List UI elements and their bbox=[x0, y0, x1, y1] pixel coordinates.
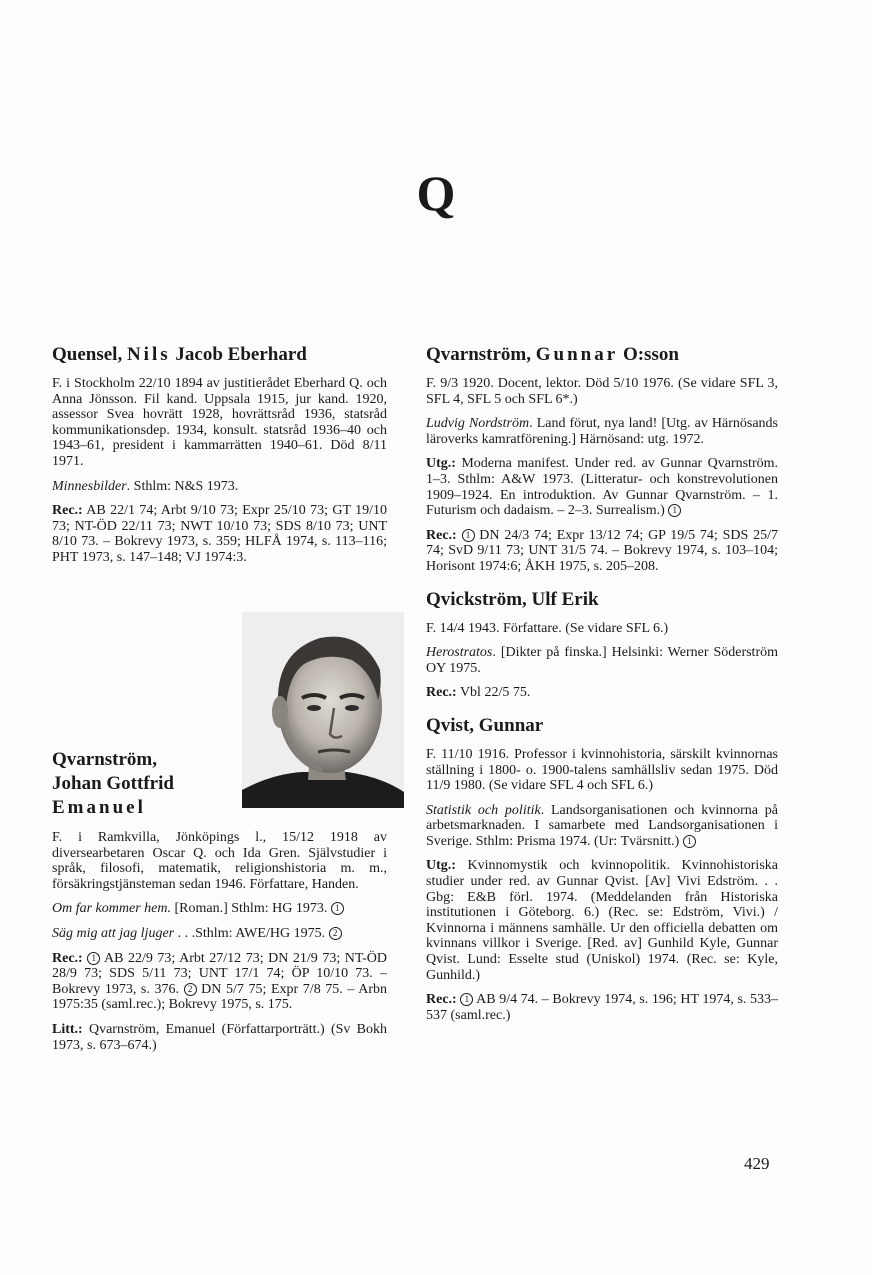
right-column bbox=[426, 344, 778, 1037]
circled-number: 1 bbox=[462, 529, 475, 542]
entry-heading: Qvarnström, Johan Gottfrid Emanuel bbox=[52, 749, 174, 818]
circled-number: 1 bbox=[683, 835, 696, 848]
entry-qvist bbox=[426, 715, 778, 1024]
left-column bbox=[52, 344, 387, 580]
entry-heading: Qvickström, Ulf Erik bbox=[426, 588, 599, 610]
entry-bio: F. 14/4 1943. Författare. (Se vidare SFL 6.) bbox=[426, 620, 669, 636]
entry-literature: Litt.: Qvarnström, Emanuel (Författarporträtt.) (Sv Bokh 1973, s. 673–674.) bbox=[52, 1021, 387, 1053]
entry-work: Herostratos. [Dikter på finska.] Helsinki: Werner Söderström OY 1975. bbox=[426, 645, 778, 676]
entry-heading: Qvist, Gunnar bbox=[426, 714, 544, 736]
entry-work: Om far kommer hem. [Roman.] Sthlm: HG 1973. 1 bbox=[52, 901, 387, 917]
entry-bio: F. i Ramkvilla, Jönköpings l., 15/12 1918 av diversearbetaren Oscar Q. och Ida Gren. Självstudier i språk, filosofi, matematik, religionshistoria m. m., försäkringstjänsteman sedan 1946. Författare, Handen. bbox=[52, 830, 387, 892]
entry-heading: Quensel, Nils Jacob Eberhard bbox=[52, 344, 307, 365]
entry-bio: F. i Stockholm 22/10 1894 av justitierådet Eberhard Q. och Anna Jönsson. Fil kand. Uppsala 1915, jur kand. 1920, assessor Svea hovrätt 1928, hovrättsråd 1936, statsråd kommunikationsdep. 1934, konsult. statsråd 1936–40 och 1943–61, president i kammarrätten 1940–61. Död 8/11 1971. bbox=[52, 376, 387, 469]
section-letter: Q bbox=[416, 165, 456, 221]
circled-number: 1 bbox=[460, 993, 473, 1006]
entry-edited: Utg.: Moderna manifest. Under red. av Gunnar Qvarnström. 1–3. Sthlm: A&W 1973. (Litteratur- och konstrevolutionen 1909–1924. En introduktion. Av Gunnar Qvarnström. – 1. Futurism och dadaism. – 2–3. Surrealism.) 1 bbox=[426, 456, 778, 519]
entry-work: Ludvig Nordström. Land förut, nya land! [Utg. av Härnösands läroverks kamratförening.] Härnösand: utg. 1972. bbox=[426, 416, 778, 447]
entry-reviews: Rec.: 1 DN 24/3 74; Expr 13/12 74; GP 19/5 74; SDS 25/7 74; SvD 9/11 73; UNT 31/5 74. – Bokrevy 1974, s. 103–104; Horisont 1974:6; ÅKH 1975, s. 205–208. bbox=[426, 527, 778, 574]
entry-qvarnstrom-gunnar bbox=[426, 344, 778, 575]
entry-work: Säg mig att jag ljuger . . .Sthlm: AWE/HG 1975. 2 bbox=[52, 926, 387, 942]
entry-reviews: Rec.: 1 AB 9/4 74. – Bokrevy 1974, s. 196; HT 1974, s. 533–537 (saml.rec.) bbox=[426, 992, 778, 1023]
entry-quensel bbox=[52, 344, 387, 566]
page-number: 429 bbox=[744, 1154, 770, 1173]
entry-bio: F. 9/3 1920. Docent, lektor. Död 5/10 1976. (Se vidare SFL 3, SFL 4, SFL 5 och SFL 6*.) bbox=[426, 376, 778, 407]
circled-number: 1 bbox=[331, 902, 344, 915]
entry-edited: Utg.: Kvinnomystik och kvinnopolitik. Kvinnohistoriska studier under red. av Gunnar Qvist. [Av] Vivi Edström. . . Gbg: E&B förl. 1974. (Meddelanden från Historiska institutionen i Göteborg. 6.) (Rec. se: Edström, Vivi.) / Kvinnorna i männens samhälle. Ur den officiella debatten om kvinnans villkor i Sverige. [Red. av] Gunhild Kyle, Gunnar Qvist. Lund: Esselte stud (Uniskol) 1974. (Rec. se: Kyle, Gunhild.) bbox=[426, 858, 778, 983]
entry-heading: Qvarnström, Gunnar O:sson bbox=[426, 344, 679, 365]
entry-reviews: Rec.: 1 AB 22/9 73; Arbt 27/12 73; DN 21/9 73; NT-ÖD 28/9 73; SDS 5/11 73; UNT 17/1 74; ÖP 10/10 73. – Bokrevy 1973, s. 376. 2 DN 5/7 75; Expr 7/8 75. – Arbn 1975:35 (saml.rec.); Bokrevy 1975, s. 175. bbox=[52, 950, 388, 1013]
entry-work: Statistik och politik. Landsorganisationen och kvinnorna på arbetsmarknaden. I samarbete med Landsorganisationen i Sverige. Sthlm: Prisma 1974. (Ur: Tvärsnitt.) 1 bbox=[426, 802, 778, 849]
circled-number: 2 bbox=[184, 983, 197, 996]
entry-bio: F. 11/10 1916. Professor i kvinnohistoria, särskilt kvinnornas ställning i 1800- o. 1900-talens samhällsliv sedan 1975. Död 11/9 1980. (Se vidare SFL 4 och SFL 6.) bbox=[426, 746, 778, 794]
circled-number: 1 bbox=[87, 952, 100, 965]
circled-number: 2 bbox=[329, 927, 342, 940]
entry-reviews: Rec.: Vbl 22/5 75. bbox=[426, 685, 531, 701]
circled-number: 1 bbox=[668, 504, 681, 517]
entry-work: Minnesbilder. Sthlm: N&S 1973. bbox=[52, 478, 239, 494]
entry-qvarnstrom-johan bbox=[52, 748, 387, 1062]
entry-qvickstrom bbox=[426, 589, 778, 701]
entry-reviews: Rec.: AB 22/1 74; Arbt 9/10 73; Expr 25/10 73; GT 19/10 73; NT-ÖD 22/11 73; NWT 10/10 73; SDS 8/10 73; UNT 8/10 73. – Bokrevy 1973, s. 359; HLFÅ 1974, s. 113–116; PHT 1973, s. 147–148; VJ 1974:3. bbox=[52, 503, 387, 565]
